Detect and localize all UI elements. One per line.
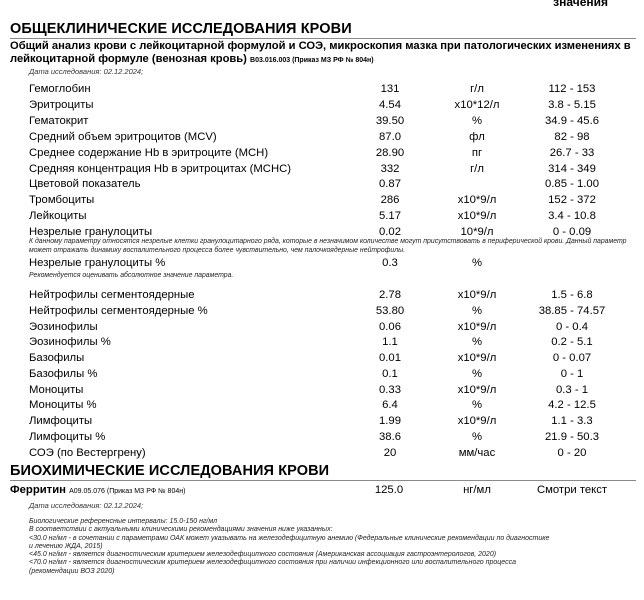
- table-row: [0, 113, 644, 129]
- row-ref: 3.4 - 10.8: [548, 210, 596, 223]
- row-ref: 0.85 - 1.00: [544, 178, 599, 191]
- row-value: 0.87: [379, 178, 401, 191]
- table-row: [0, 81, 644, 97]
- row-name: Моноциты: [29, 383, 84, 396]
- analysis-code: B03.016.003 (Приказ МЗ РФ № 804н): [250, 57, 374, 64]
- ferritin-note-line: В соответствии с актуальными клиническими рекомендациями значения ниже указанных:: [29, 526, 333, 534]
- row-unit: мм/час: [458, 446, 496, 459]
- table-row: [0, 255, 644, 271]
- row-ref: 82 - 98: [554, 130, 590, 143]
- row-ref: 0.2 - 5.1: [551, 336, 593, 349]
- row-unit: %: [471, 399, 483, 412]
- row-ref: 1.1 - 3.3: [551, 415, 593, 427]
- row-unit: x10*9/л: [457, 383, 497, 396]
- row-unit: x10*9/л: [457, 415, 497, 427]
- row-name: Лимфоциты: [29, 415, 93, 427]
- table-row: [0, 366, 644, 382]
- row-unit: x10*9/л: [457, 320, 497, 333]
- ferritin-note-line: <30.0 нг/мл - в сочетании с параметрами ОАК может указывать на железодефицитную анемию (Федеральные клинические рекомендации по диагностике: [29, 534, 550, 542]
- row-ref: 0 - 0.07: [552, 352, 592, 364]
- row-name: Эритроциты: [29, 98, 94, 111]
- row-ref: 0.3 - 1: [555, 383, 589, 396]
- row-unit: %: [471, 114, 483, 127]
- row-ref: 3.8 - 5.15: [548, 98, 596, 111]
- row-unit: x10*12/л: [454, 98, 500, 111]
- row-name: Гематокрит: [29, 114, 89, 127]
- row-ref: 0 - 1: [560, 367, 584, 380]
- ferritin-note-line: <70.0 нг/мл - является диагностическим критерием железодефицитного состояния при наличии инфекционного или воспалительного процесса: [29, 559, 516, 567]
- table-row: [0, 97, 644, 113]
- analysis-date: Дата исследования: 02.12.2024;: [29, 67, 144, 76]
- row-name: СОЭ (по Вестергрену): [29, 446, 146, 459]
- table-row: [0, 208, 644, 224]
- table-row: [0, 192, 644, 208]
- row-unit: x10*9/л: [457, 289, 497, 301]
- row-unit: фл: [469, 130, 485, 143]
- row-name: Лимфоциты %: [29, 430, 106, 443]
- row-name: Цветовой показатель: [29, 178, 141, 191]
- row-value: 131: [380, 83, 400, 95]
- ferritin-note-line: и лечению ЖДА, 2015): [29, 542, 103, 550]
- row-ref: 26.7 - 33: [549, 146, 595, 159]
- row-name: Эозинофилы %: [29, 336, 111, 349]
- section-divider: [10, 38, 636, 39]
- table-row: [0, 429, 644, 445]
- row-value: 28.90: [375, 146, 405, 159]
- row-ref: 0 - 0.09: [552, 226, 592, 239]
- table-row: [0, 129, 644, 145]
- row-name: Лейкоциты: [29, 210, 87, 223]
- row-name: Базофилы: [29, 352, 85, 364]
- row-unit: %: [471, 336, 483, 349]
- row-ref: 0 - 0.4: [555, 320, 589, 333]
- row-name: Среднее содержание Hb в эритроците (MCH): [29, 146, 269, 159]
- row-value: 0.1: [382, 367, 398, 380]
- ferritin-note-line: Биологические референсные интервалы: 15.0-150 нг/мл: [29, 518, 218, 525]
- row-unit: 10*9/л: [460, 226, 494, 239]
- row-unit: г/л: [470, 162, 484, 175]
- row-ref: 152 - 372: [548, 194, 596, 207]
- table-row: [0, 445, 644, 461]
- row-ref: 1.5 - 6.8: [551, 289, 593, 301]
- row-value: 39.50: [375, 114, 405, 127]
- row-unit: %: [471, 257, 483, 269]
- row-name: Моноциты %: [29, 399, 97, 412]
- row-value: 2.78: [379, 289, 401, 301]
- table-row: [0, 350, 644, 366]
- note-absolute-value: Рекомендуется оценивать абсолютное значение параметра.: [29, 272, 234, 279]
- row-name: Гемоглобин: [29, 83, 91, 95]
- table-row: [0, 303, 644, 319]
- table-row: [0, 176, 644, 192]
- ferritin-note-line: (рекомендации ВОЗ 2020): [29, 567, 115, 575]
- table-row: [0, 334, 644, 350]
- row-ref: 38.85 - 74.57: [538, 304, 606, 317]
- row-value: 20: [383, 446, 397, 459]
- row-name: Незрелые гранулоциты: [29, 226, 153, 239]
- row-name: Нейтрофилы сегментоядерные %: [29, 304, 208, 317]
- row-name: Базофилы %: [29, 367, 98, 380]
- row-value: 4.54: [379, 98, 401, 111]
- ferritin-ref: Смотри текст: [536, 484, 608, 496]
- table-row: [0, 287, 644, 303]
- row-value: 286: [380, 194, 400, 207]
- row-value: 0.01: [379, 352, 401, 364]
- ferritin-notes: [29, 518, 629, 576]
- analysis-name: Общий анализ крови с лейкоцитарной формулой и СОЭ, микроскопия мазка при патологических изменениях в лейкоцитарной формуле (венозная кровь): [10, 40, 631, 65]
- table-row: [0, 413, 644, 429]
- ferritin-date: Дата исследования: 02.12.2024;: [29, 501, 144, 510]
- row-value: 87.0: [379, 130, 401, 143]
- table-row: [0, 382, 644, 398]
- ferritin-code: A09.05.076 (Приказ МЗ РФ № 804н): [69, 488, 186, 495]
- row-name: Нейтрофилы сегментоядерные: [29, 289, 195, 301]
- analysis-title: [10, 40, 636, 67]
- row-value: 38.6: [379, 430, 401, 443]
- row-unit: %: [471, 304, 483, 317]
- row-value: 0.06: [379, 320, 401, 333]
- row-unit: x10*9/л: [457, 194, 497, 207]
- row-name: Незрелые гранулоциты %: [29, 257, 166, 269]
- row-value: 53.80: [375, 304, 405, 317]
- table-row-ferritin: [0, 482, 644, 498]
- row-ref: 4.2 - 12.5: [548, 399, 596, 412]
- row-unit: %: [471, 430, 483, 443]
- row-ref: 112 - 153: [548, 83, 596, 95]
- row-name: Тромбоциты: [29, 194, 95, 207]
- table-row: [0, 145, 644, 161]
- row-name: Эозинофилы: [29, 320, 98, 333]
- row-value: 1.99: [379, 415, 401, 427]
- ferritin-unit: нг/мл: [463, 484, 491, 496]
- row-ref: 314 - 349: [548, 162, 596, 175]
- reference-column-header: значения: [553, 0, 608, 9]
- table-row: [0, 319, 644, 335]
- row-unit: г/л: [470, 83, 484, 95]
- row-ref: 0 - 20: [557, 446, 587, 459]
- row-name: Средний объем эритроцитов (MCV): [29, 130, 217, 143]
- row-name: Средняя концентрация Hb в эритроцитах (MCHC): [29, 162, 292, 175]
- row-value: 0.02: [379, 226, 401, 239]
- row-value: 5.17: [379, 210, 401, 223]
- section-title-biochem: БИОХИМИЧЕСКИЕ ИССЛЕДОВАНИЯ КРОВИ: [10, 463, 330, 479]
- section-title-clinical: ОБЩЕКЛИНИЧЕСКИЕ ИССЛЕДОВАНИЯ КРОВИ: [10, 21, 352, 37]
- row-value: 0.33: [379, 383, 401, 396]
- ferritin-value: 125.0: [374, 484, 404, 496]
- row-unit: x10*9/л: [457, 210, 497, 223]
- row-unit: пг: [471, 146, 483, 159]
- row-value: 0.3: [382, 257, 398, 269]
- ferritin-name: Ферритин: [10, 484, 66, 496]
- row-value: 332: [380, 162, 400, 175]
- row-ref: 21.9 - 50.3: [544, 430, 599, 443]
- note-immature-granulocytes: К данному параметру относятся незрелые клетки гранулоцитарного ряда, которые в незначимом количестве могут присутствовать в периферической крови. Данный параметр может отражать динамику воспалительного процесса более чувствительно, чем палочкоядерные нейтрофилы.: [29, 238, 627, 254]
- row-ref: 34.9 - 45.6: [544, 114, 599, 127]
- section-divider: [10, 480, 636, 481]
- table-row: [0, 397, 644, 413]
- row-unit: x10*9/л: [457, 352, 497, 364]
- ferritin-note-line: <45.0 нг/мл - является диагностическим критерием железодефицитного состояния (Американская ассоциация гастроэнтерологов, 2020): [29, 551, 497, 559]
- row-value: 6.4: [382, 399, 398, 412]
- row-value: 1.1: [382, 336, 398, 349]
- row-unit: %: [471, 367, 483, 380]
- table-row: [0, 161, 644, 177]
